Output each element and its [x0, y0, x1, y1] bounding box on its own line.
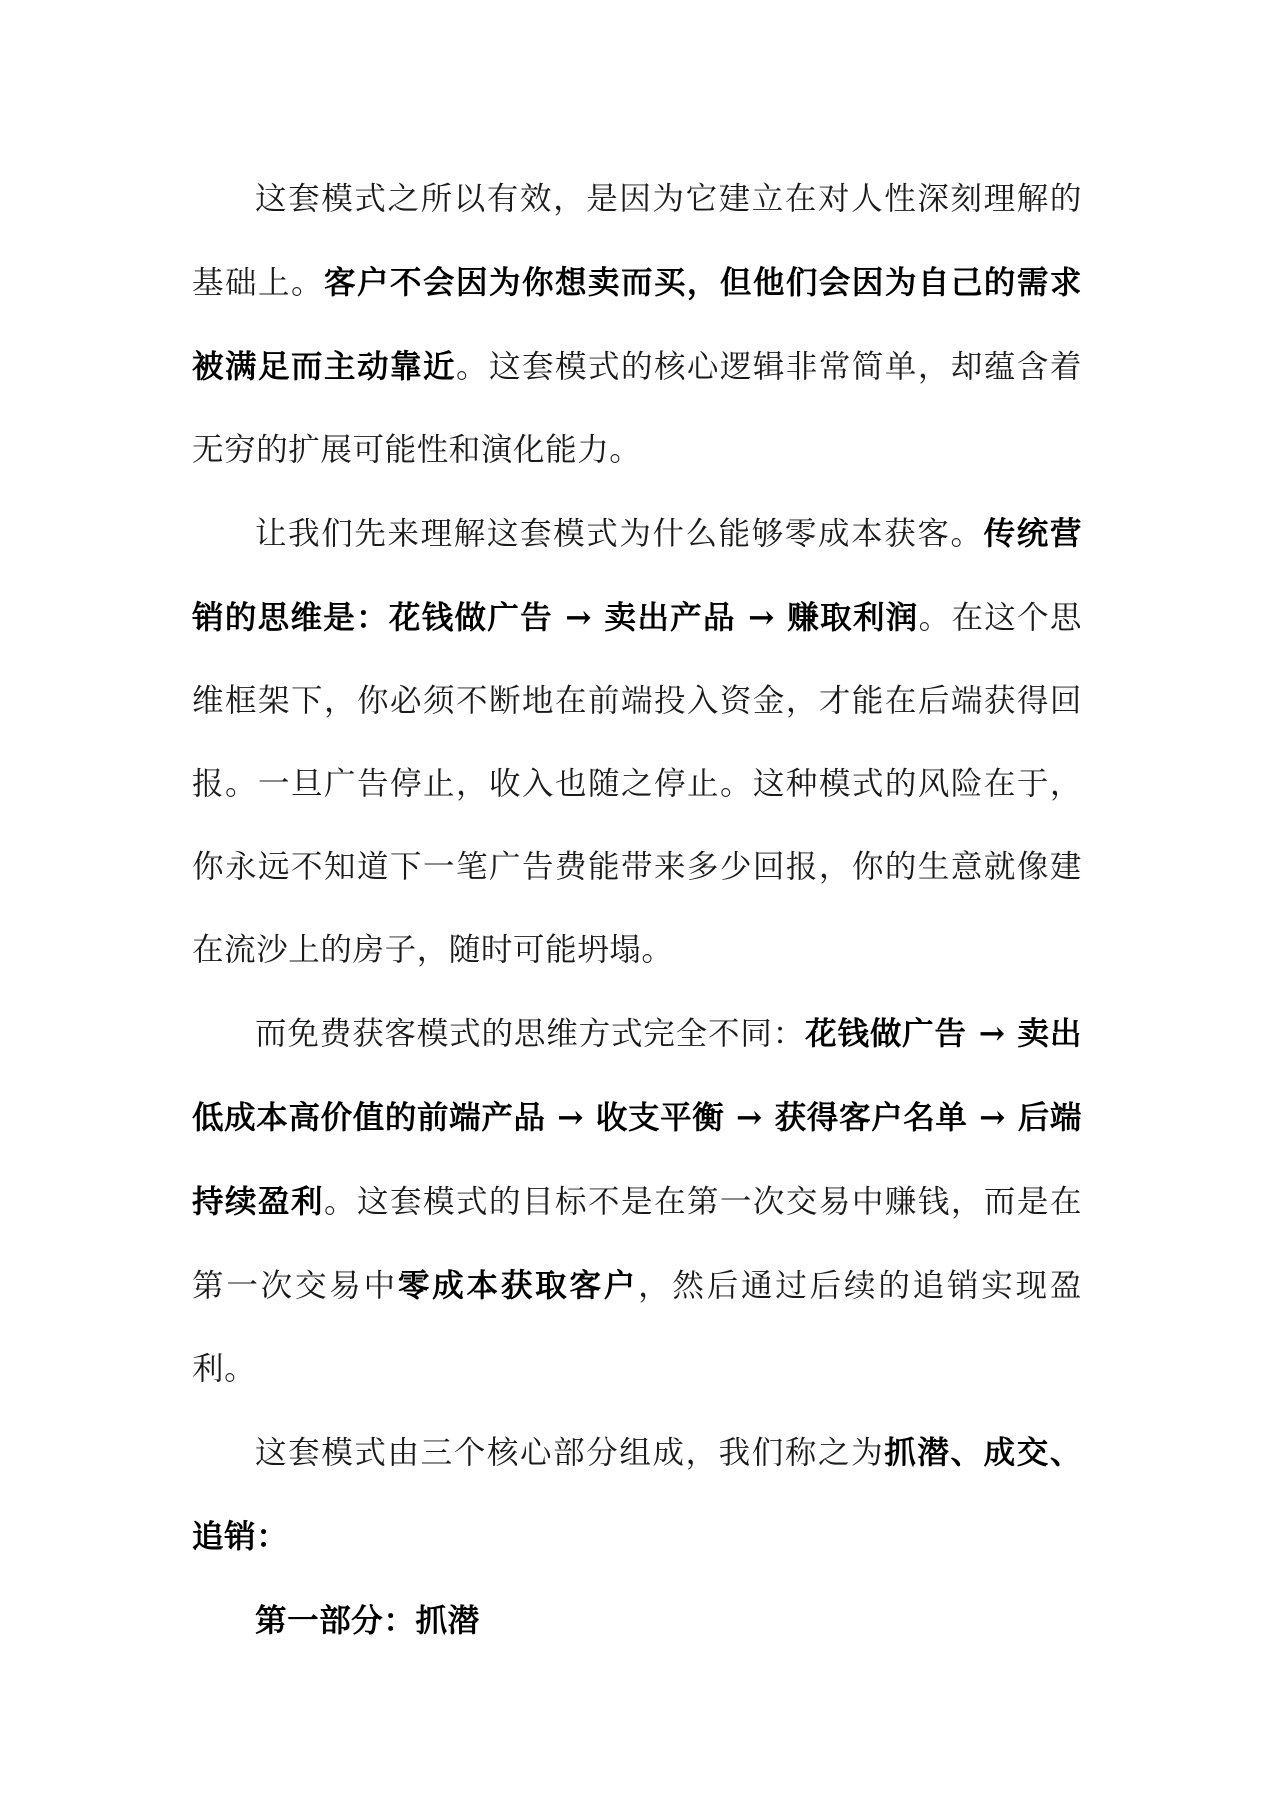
paragraph-free-acquisition: [192, 992, 1082, 1411]
bold-emphasis: 抓潜、成交、追销：: [192, 1434, 1082, 1555]
paragraph-text: ，然后通过后续的追销实现盈利。: [192, 1268, 1082, 1387]
section-heading: 第一部分：抓潜: [255, 1602, 480, 1639]
paragraph-text: 这套模式由三个核心部分组成，我们称之为: [255, 1435, 885, 1471]
paragraph-text: 。这套模式的核心逻辑非常简单，却蕴含着无穷的扩展可能性和演化能力。: [192, 349, 1082, 468]
document-body: [192, 158, 1082, 1662]
paragraph-text: 让我们先来理解这套模式为什么能够零成本获客。: [255, 516, 984, 552]
paragraph-traditional-marketing: [192, 492, 1082, 992]
paragraph-model-effectiveness: [192, 158, 1082, 492]
bold-emphasis: 花钱做广告 → 卖出低成本高价值的前端产品 → 收支平衡 → 获得客户名单 → 后端持续盈利: [192, 1015, 1083, 1220]
bold-emphasis: 客户不会因为你想卖而买，但他们会因为自己的需求被满足而主动靠近: [192, 264, 1082, 385]
paragraph-text: 。这套模式的目标不是在第一次交易中赚钱，而是在第一次交易中: [192, 1184, 1082, 1304]
bold-emphasis: 零成本获取客户: [397, 1267, 639, 1304]
paragraph-text: 而免费获客模式的思维方式完全不同：: [255, 1016, 806, 1052]
paragraph-three-parts: [192, 1411, 1082, 1579]
paragraph-text: 这套模式之所以有效，是因为它建立在对人性深刻理解的基础上。: [192, 181, 1082, 301]
paragraph-text: 。在这个思维框架下，你必须不断地在前端投入资金，才能在后端获得回报。一旦广告停止，收入也随之停止。这种模式的风险在于，你永远不知道下一笔广告费能带来多少回报，你的生意就像建在流沙上的房子，随时可能坍塌。: [192, 600, 1082, 968]
bold-emphasis: 传统营销的思维是：花钱做广告 → 卖出产品 → 赚取利润: [192, 515, 1082, 636]
